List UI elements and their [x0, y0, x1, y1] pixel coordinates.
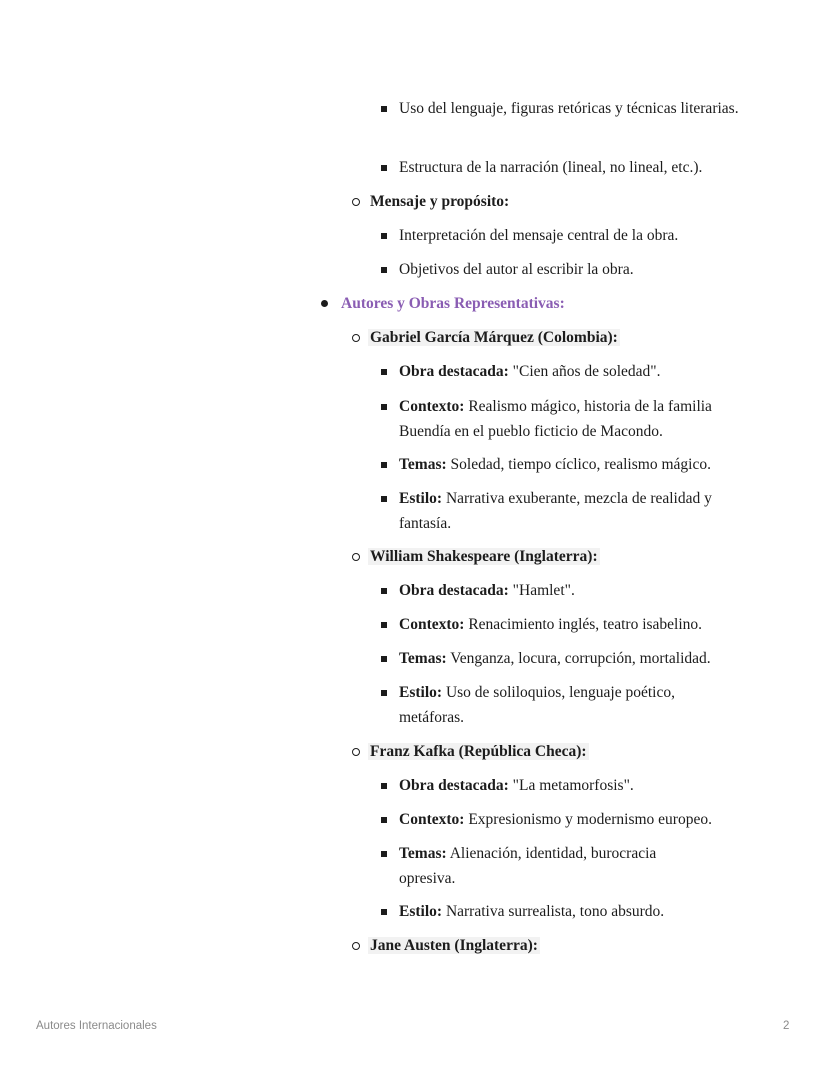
list-item: Estilo: Uso de soliloquios, lenguaje poético, metáforas.: [399, 684, 675, 726]
list-item: Contexto: Realismo mágico, historia de la familia Buendía en el pueblo ficticio de Macondo.: [399, 398, 712, 440]
disc-bullet-icon: [321, 300, 328, 307]
square-bullet-icon: [381, 817, 387, 823]
circle-bullet-icon: [352, 942, 360, 950]
list-item: Interpretación del mensaje central de la obra.: [399, 227, 679, 244]
author-heading: Franz Kafka (República Checa):: [370, 743, 587, 760]
square-bullet-icon: [381, 690, 387, 696]
list-item: Obra destacada: "La metamorfosis".: [399, 777, 634, 794]
list-item: Contexto: Renacimiento inglés, teatro isabelino.: [399, 616, 703, 633]
square-bullet-icon: [381, 267, 387, 273]
page-number: 2: [783, 1020, 790, 1032]
square-bullet-icon: [381, 496, 387, 502]
circle-bullet-icon: [352, 748, 360, 756]
footer-title: Autores Internacionales: [36, 1020, 157, 1032]
list-item: Uso del lenguaje, figuras retóricas y técnicas literarias.: [399, 100, 739, 117]
author-heading: William Shakespeare (Inglaterra):: [370, 548, 598, 565]
list-item: Temas: Venganza, locura, corrupción, mortalidad.: [399, 650, 711, 667]
list-item: Obra destacada: "Cien años de soledad".: [399, 363, 661, 380]
list-item: Estructura de la narración (lineal, no lineal, etc.).: [399, 159, 703, 176]
square-bullet-icon: [381, 622, 387, 628]
square-bullet-icon: [381, 165, 387, 171]
square-bullet-icon: [381, 588, 387, 594]
square-bullet-icon: [381, 106, 387, 112]
circle-bullet-icon: [352, 334, 360, 342]
subheading-mensaje: Mensaje y propósito:: [370, 193, 510, 210]
circle-bullet-icon: [352, 553, 360, 561]
list-item: Temas: Alienación, identidad, burocracia opresiva.: [399, 845, 657, 887]
square-bullet-icon: [381, 851, 387, 857]
list-item: Temas: Soledad, tiempo cíclico, realismo mágico.: [399, 456, 711, 473]
list-item: Obra destacada: "Hamlet".: [399, 582, 575, 599]
list-item: Estilo: Narrativa surrealista, tono absurdo.: [399, 903, 665, 920]
author-heading: Gabriel García Márquez (Colombia):: [370, 329, 618, 346]
section-heading: Autores y Obras Representativas:: [341, 295, 565, 312]
square-bullet-icon: [381, 404, 387, 410]
list-item: Estilo: Narrativa exuberante, mezcla de realidad y fantasía.: [399, 490, 712, 532]
list-item: Objetivos del autor al escribir la obra.: [399, 261, 634, 278]
square-bullet-icon: [381, 909, 387, 915]
list-item: Contexto: Expresionismo y modernismo europeo.: [399, 811, 712, 828]
square-bullet-icon: [381, 369, 387, 375]
author-heading: Jane Austen (Inglaterra):: [370, 937, 538, 954]
square-bullet-icon: [381, 656, 387, 662]
square-bullet-icon: [381, 783, 387, 789]
circle-bullet-icon: [352, 198, 360, 206]
square-bullet-icon: [381, 233, 387, 239]
square-bullet-icon: [381, 462, 387, 468]
